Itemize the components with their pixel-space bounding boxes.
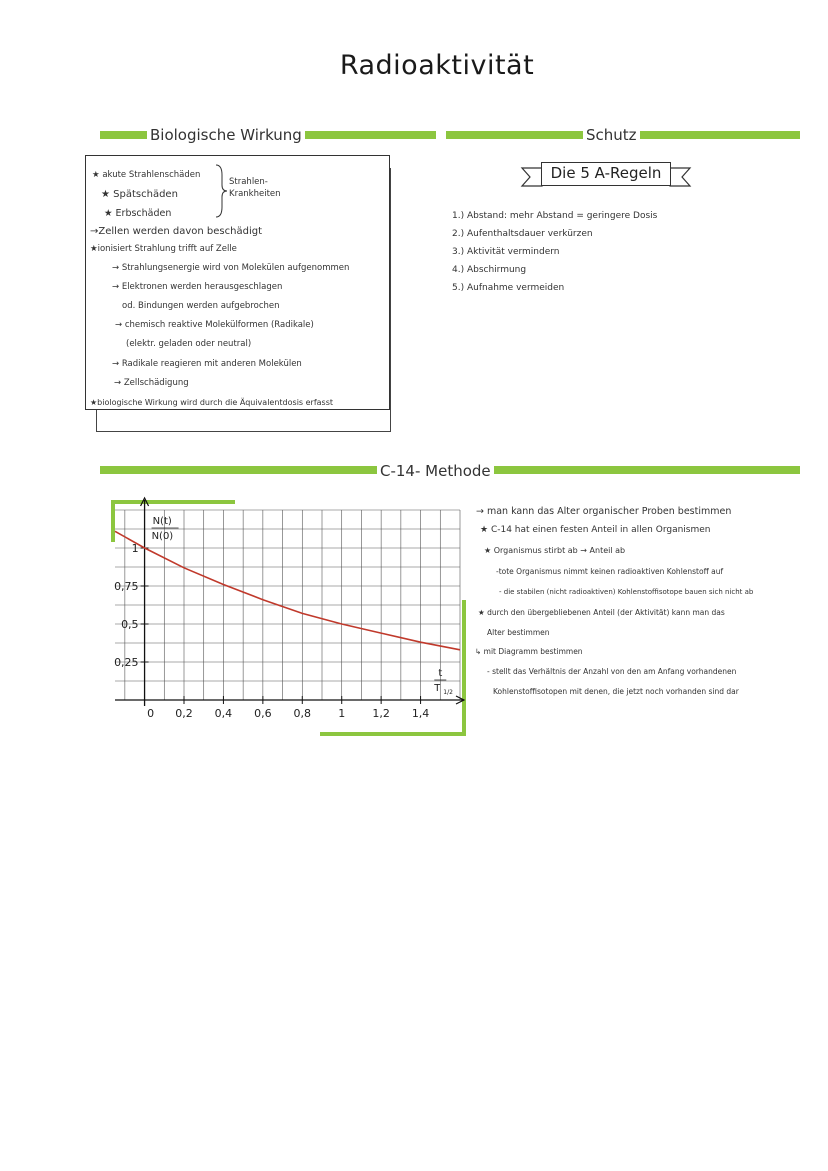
y-axis-label-den: N(0) xyxy=(151,531,174,542)
x-tick-label: 1,4 xyxy=(411,707,430,720)
a-rules-label: Die 5 A-Regeln xyxy=(541,162,671,186)
section-title-c14: C-14- Methode xyxy=(377,462,494,480)
bio-line-2: ★ionisiert Strahlung trifft auf Zelle xyxy=(90,244,237,254)
x-tick-label: 0,2 xyxy=(175,707,193,720)
c14-note-6: ★ durch den übergebliebenen Anteil (der Aktivität) kann man das xyxy=(478,608,725,617)
section-title-schutz: Schutz xyxy=(583,126,640,144)
decay-curve xyxy=(115,531,460,650)
y-tick-label: 0,5 xyxy=(121,618,139,631)
curly-brace xyxy=(214,163,228,219)
c14-note-2: ★ C-14 hat einen festen Anteil in allen Organismen xyxy=(480,525,711,535)
x-axis-label-num: t xyxy=(438,668,443,679)
x-tick-label: 0,6 xyxy=(254,707,272,720)
y-axis-label-num: N(t) xyxy=(152,516,172,527)
c14-note-5: - die stabilen (nicht radioaktiven) Kohlenstoffisotope bauen sich nicht ab xyxy=(499,588,754,596)
corner-bracket-top-left xyxy=(113,502,235,542)
x-axis-label-sub: 1/2 xyxy=(443,689,453,696)
bio-line-9: → Zellschädigung xyxy=(114,378,189,388)
bio-item-erb: ★ Erbschäden xyxy=(104,208,172,219)
y-tick-label: 1 xyxy=(131,542,139,555)
rule-2: 2.) Aufenthaltsdauer verkürzen xyxy=(452,229,593,239)
bio-line-4: → Elektronen werden herausgeschlagen xyxy=(112,282,283,292)
y-tick-label: 0,75 xyxy=(114,580,139,593)
page-title: Radioaktivität xyxy=(339,50,535,81)
bio-line-6: → chemisch reaktive Molekülformen (Radikale) xyxy=(115,320,314,330)
y-tick-label: 0,25 xyxy=(114,656,139,669)
x-tick-label: 1,2 xyxy=(372,707,390,720)
bio-item-spaet: ★ Spätschäden xyxy=(101,189,178,200)
section-title-bio: Biologische Wirkung xyxy=(147,126,305,144)
a-rules-banner xyxy=(520,160,692,192)
c14-note-1: → man kann das Alter organischer Proben bestimmen xyxy=(476,506,732,517)
brace-label: Strahlen- Krankheiten xyxy=(229,177,281,199)
bio-line-10: ★biologische Wirkung wird durch die Äquivalentdosis erfasst xyxy=(90,398,334,407)
bio-line-5: od. Bindungen werden aufgebrochen xyxy=(122,301,280,311)
c14-note-3: ★ Organismus stirbt ab → Anteil ab xyxy=(484,546,626,555)
decay-chart-svg xyxy=(95,490,475,740)
x-axis-label-den: T xyxy=(434,683,441,694)
c14-note-8: ↳ mit Diagramm bestimmen xyxy=(475,647,583,656)
bio-item-akute: ★ akute Strahlenschäden xyxy=(92,170,201,180)
rule-1: 1.) Abstand: mehr Abstand = geringere Dosis xyxy=(452,211,658,221)
x-tick-label: 0,8 xyxy=(293,707,312,720)
rule-5: 5.) Aufnahme vermeiden xyxy=(452,283,565,293)
c14-note-7: Alter bestimmen xyxy=(487,628,550,637)
x-tick-label: 0,4 xyxy=(214,707,233,720)
bio-line-1: →Zellen werden davon beschädigt xyxy=(90,226,262,237)
c14-note-9: - stellt das Verhältnis der Anzahl von den am Anfang vorhandenen xyxy=(487,667,737,676)
bio-line-8: → Radikale reagieren mit anderen Molekülen xyxy=(112,359,302,369)
c14-note-10: Kohlenstoffisotopen mit denen, die jetzt noch vorhanden sind dar xyxy=(493,687,739,696)
x-tick-label: 0 xyxy=(147,707,155,720)
rule-3: 3.) Aktivität vermindern xyxy=(452,247,560,257)
c14-note-4: -tote Organismus nimmt keinen radioaktiven Kohlenstoff auf xyxy=(496,567,724,576)
bio-line-3: → Strahlungsenergie wird von Molekülen aufgenommen xyxy=(112,263,350,273)
decay-chart xyxy=(95,490,475,740)
bio-line-7: (elektr. geladen oder neutral) xyxy=(126,339,252,349)
rule-4: 4.) Abschirmung xyxy=(452,265,527,275)
x-tick-label: 1 xyxy=(338,707,346,720)
